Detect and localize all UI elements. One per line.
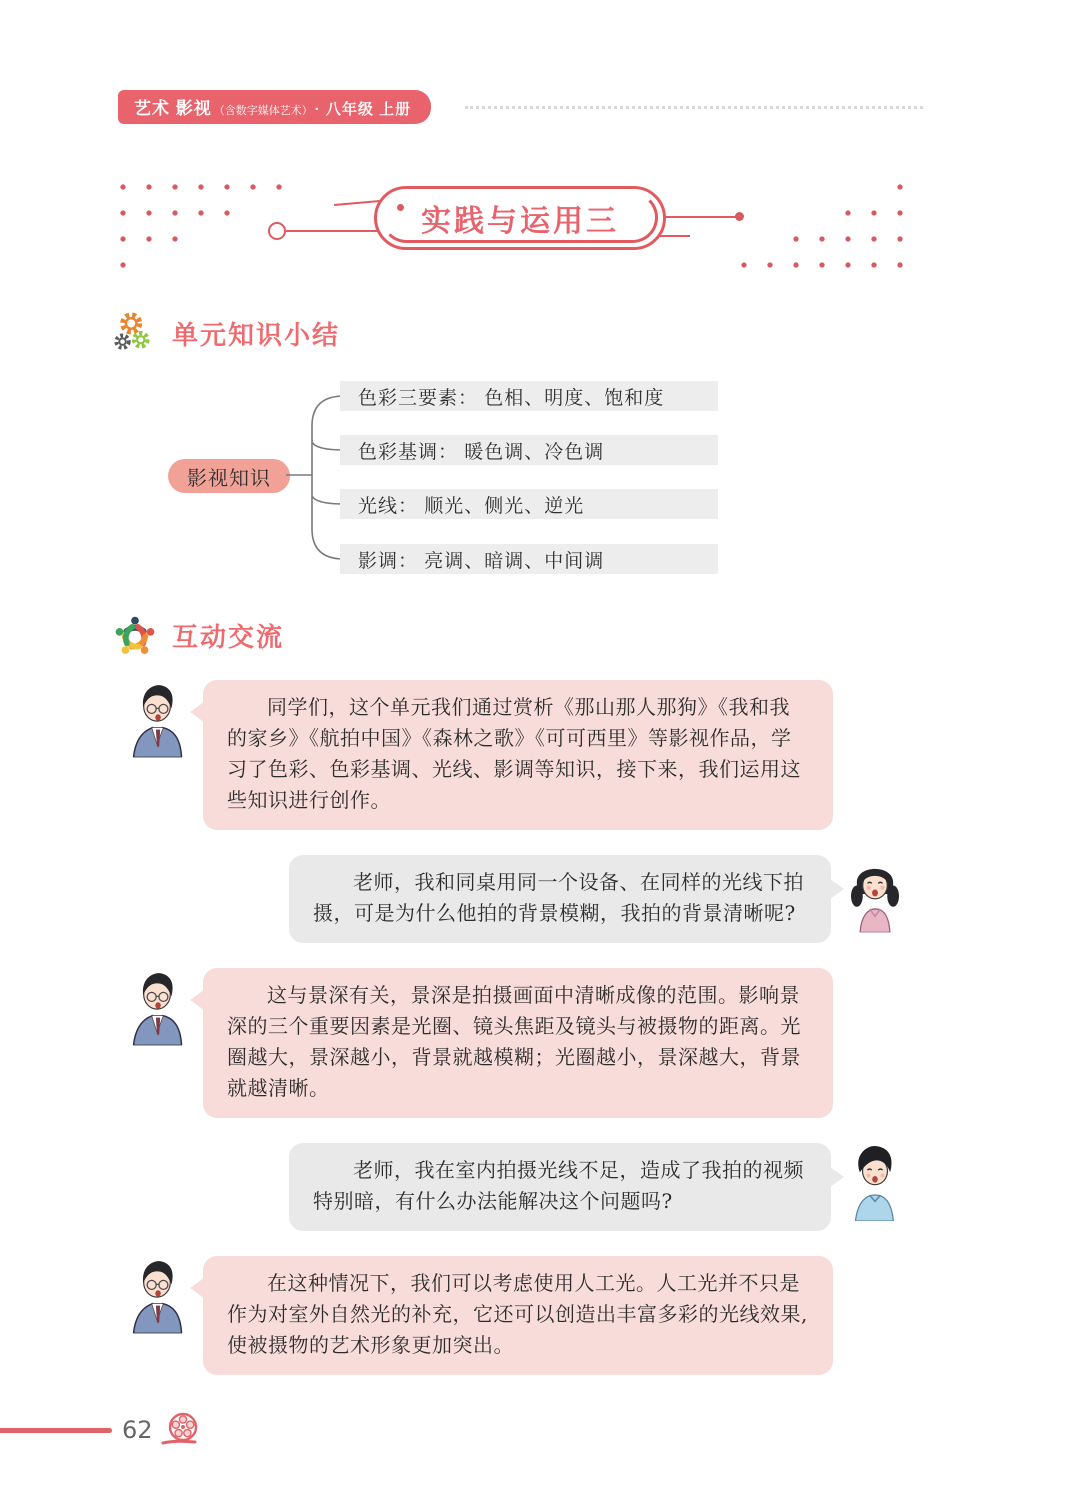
deco-circle: [268, 222, 286, 240]
deco-dots-right: [731, 174, 913, 278]
summary-heading: 单元知识小结: [172, 319, 341, 350]
deco-dot: [735, 212, 744, 221]
discussion-heading: 互动交流: [172, 621, 285, 652]
deco-line: [286, 230, 378, 232]
footer-accent-bar: [0, 1428, 112, 1433]
teacher-avatar: [125, 968, 189, 1046]
header-dotted-line: [465, 106, 923, 109]
chapter-title-pill: [374, 186, 666, 250]
film-reel-icon: [161, 1410, 205, 1450]
bracket-lines: [286, 388, 344, 564]
pill-dot: [397, 204, 404, 211]
header-badge: [118, 90, 431, 124]
teacher-speech-bubble: 这与景深有关，景深是拍摄画面中清晰成像的范围。影响景深的三个重要因素是光圈、镜头焦距及镜头与被摄物的距离。光圈越大，景深越小，背景就越模糊；光圈越小，景深越大，背景就越清晰。: [203, 968, 833, 1118]
badge-course-name: 艺术 影视: [134, 99, 212, 118]
knowledge-diagram: [168, 376, 1082, 578]
teacher-avatar: [125, 680, 189, 758]
boy-message-row: [125, 1143, 907, 1231]
teacher-message-row: [125, 680, 907, 830]
knowledge-item-box: 色彩三要素： 色相、明度、饱和度: [340, 381, 718, 411]
girl-speech-bubble: 老师，我和同桌用同一个设备、在同样的光线下拍摄，可是为什么他拍的背景模糊，我拍的背景清晰呢?: [289, 855, 831, 943]
gears-icon: [112, 310, 158, 356]
girl-message-row: [125, 855, 907, 943]
teacher-message-row: [125, 1256, 907, 1375]
knowledge-item-box: 光线： 顺光、侧光、逆光: [340, 489, 718, 519]
teacher-speech-bubble: 同学们，这个单元我们通过赏析《那山那人那狗》《我和我的家乡》《航拍中国》《森林之歌》《可可西里》等影视作品，学习了色彩、色彩基调、光线、影调等知识，接下来，我们运用这些知识进行创作。: [203, 680, 833, 830]
page-number: 62: [122, 1416, 153, 1444]
deco-dots-left: [110, 174, 292, 278]
deco-line: [334, 200, 380, 206]
page-header: [0, 0, 1082, 124]
discussion-section-head: [112, 612, 1082, 658]
chapter-title-band: [0, 174, 1082, 284]
teacher-message-row: [125, 968, 907, 1118]
boy-student-avatar: [843, 1143, 907, 1221]
knowledge-item-box: 影调： 亮调、暗调、中间调: [340, 544, 718, 574]
page-footer: [0, 1410, 205, 1450]
people-circle-icon: [112, 612, 158, 658]
badge-subtitle: （含数字媒体艺术）: [213, 105, 313, 117]
page-title: 实践与运用三: [421, 205, 619, 238]
badge-grade: · 八年级 上册: [314, 101, 412, 118]
teacher-speech-bubble: 在这种情况下，我们可以考虑使用人工光。人工光并不只是作为对室外自然光的补充，它还可以创造出丰富多彩的光线效果,使被摄物的艺术形象更加突出。: [203, 1256, 833, 1375]
knowledge-root-pill: 影视知识: [168, 459, 290, 493]
summary-section-head: [112, 310, 1082, 356]
boy-speech-bubble: 老师，我在室内拍摄光线不足，造成了我拍的视频特别暗，有什么办法能解决这个问题吗?: [289, 1143, 831, 1231]
girl-student-avatar: [843, 855, 907, 933]
knowledge-item-box: 色彩基调： 暖色调、冷色调: [340, 435, 718, 465]
teacher-avatar: [125, 1256, 189, 1334]
discussion-chat: [125, 680, 907, 1375]
deco-line: [664, 216, 736, 218]
